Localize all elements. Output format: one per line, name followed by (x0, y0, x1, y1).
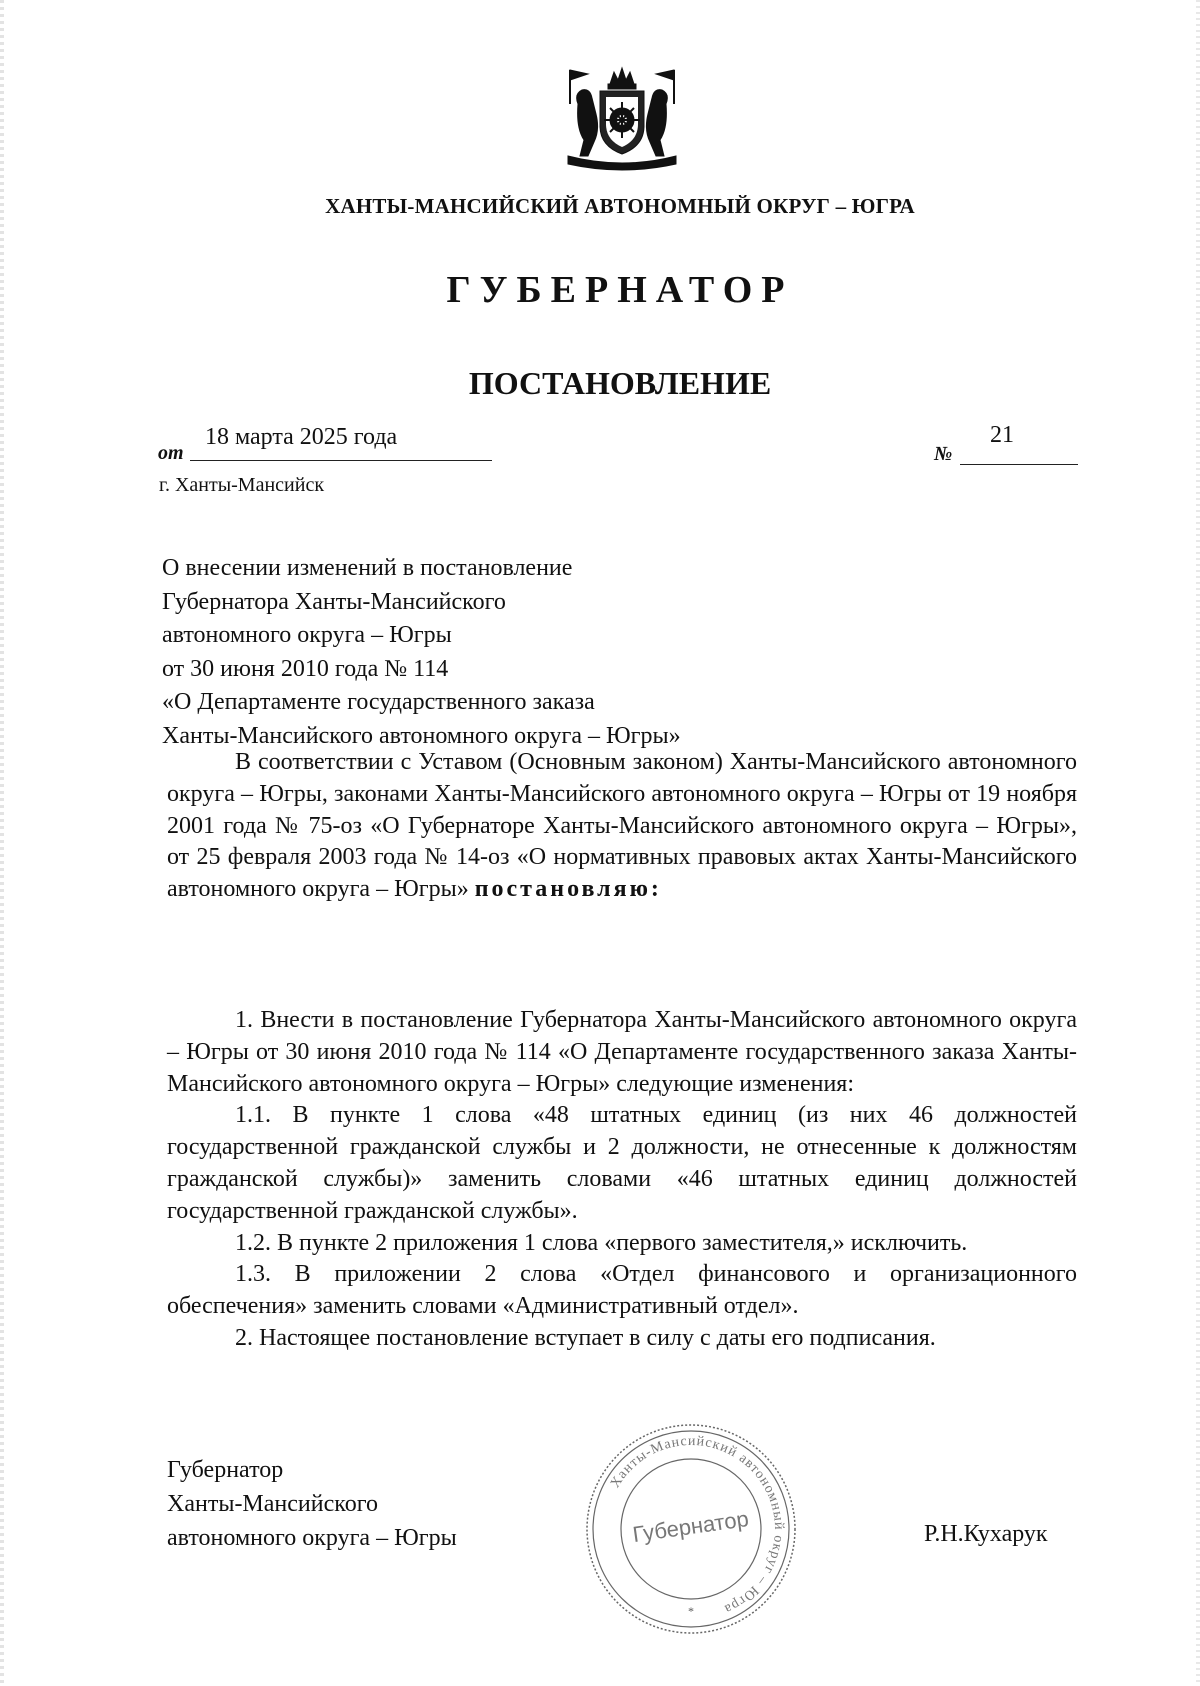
svg-text:Ханты-Мансийский автономный ок: Ханты-Мансийский автономный округ – Югра (607, 1433, 787, 1617)
document-number: 21 (990, 422, 1014, 448)
region-title: ХАНТЫ-МАНСИЙСКИЙ АВТОНОМНЫЙ ОКРУГ – ЮГРА (325, 194, 915, 218)
signer-position-line: автономного округа – Югры (167, 1525, 457, 1551)
subject-line: Губернатора Ханты-Мансийского (162, 588, 506, 615)
subject-line: «О Департаменте государственного заказа (162, 689, 595, 715)
svg-text:*: * (688, 1604, 694, 1618)
svg-text:Губернатор: Губернатор (631, 1506, 751, 1548)
date-prefix: от (158, 442, 184, 464)
date-underline (190, 460, 492, 461)
coat-of-arms-icon (560, 64, 684, 172)
decree-items (167, 1005, 1077, 1355)
document-subject (162, 552, 681, 753)
official-seal-icon (582, 1420, 800, 1638)
number-prefix: № (934, 443, 953, 465)
signer-position-line: Ханты-Мансийского (167, 1491, 378, 1517)
item-1-1: 1.1. В пункте 1 слова «48 штатных единиц (из них 46 должностей государственной гражданской службы и 2 должности, не отнесенные к должностям гражданской службы)» заменить словами «46 штатных единиц должностей государственной гражданской службы». (167, 1102, 1077, 1224)
subject-line: от 30 июня 2010 года № 114 (162, 655, 449, 682)
item-1-3: 1.3. В приложении 2 слова «Отдел финансового и организационного обеспечения» заменить словами «Административный отдел». (167, 1261, 1077, 1320)
preamble (167, 747, 1077, 906)
resolve-word: постановляю: (474, 876, 662, 903)
subject-line: Ханты-Мансийского автономного округа – Югры» (162, 722, 681, 749)
item-1: 1. Внести в постановление Губернатора Ханты-Мансийского автономного округа – Югры от 30 июня 2010 года № 114 «О Департаменте государственного заказа Ханты-Мансийского автономного округа – Югры» следующие изменения: (167, 1007, 1077, 1097)
preamble-text: В соответствии с Уставом (Основным законом) Ханты-Мансийского автономного округа – Югры, законами Ханты-Мансийского автономного округа – Югры от 19 ноября 2001 года № 75-оз «О Губернаторе Ханты-Мансийского автономного округа – Югры», от 25 февраля 2003 года № 14-оз «О нормативных правовых актах Ханты-Мансийского автономного округа – Югры» (167, 749, 1077, 903)
city: г. Ханты-Мансийск (159, 474, 325, 496)
subject-line: О внесении изменений в постановление (162, 555, 573, 581)
number-underline (960, 464, 1078, 465)
subject-line: автономного округа – Югры (162, 622, 452, 648)
item-1-2: 1.2. В пункте 2 приложения 1 слова «первого заместителя,» исключить. (235, 1229, 968, 1256)
document-date: 18 марта 2025 года (205, 424, 398, 450)
scan-edge-right (1196, 0, 1200, 1686)
signer-name: Р.Н.Кухарук (924, 1521, 1048, 1547)
document-type: ПОСТАНОВЛЕНИЕ (468, 365, 772, 401)
scan-edge-left (0, 0, 4, 1686)
item-2: 2. Настоящее постановление вступает в силу с даты его подписания. (235, 1324, 936, 1351)
signer-position (167, 1453, 457, 1555)
signer-position-line: Губернатор (167, 1457, 284, 1483)
authority-title: ГУБЕРНАТОР (446, 269, 794, 311)
